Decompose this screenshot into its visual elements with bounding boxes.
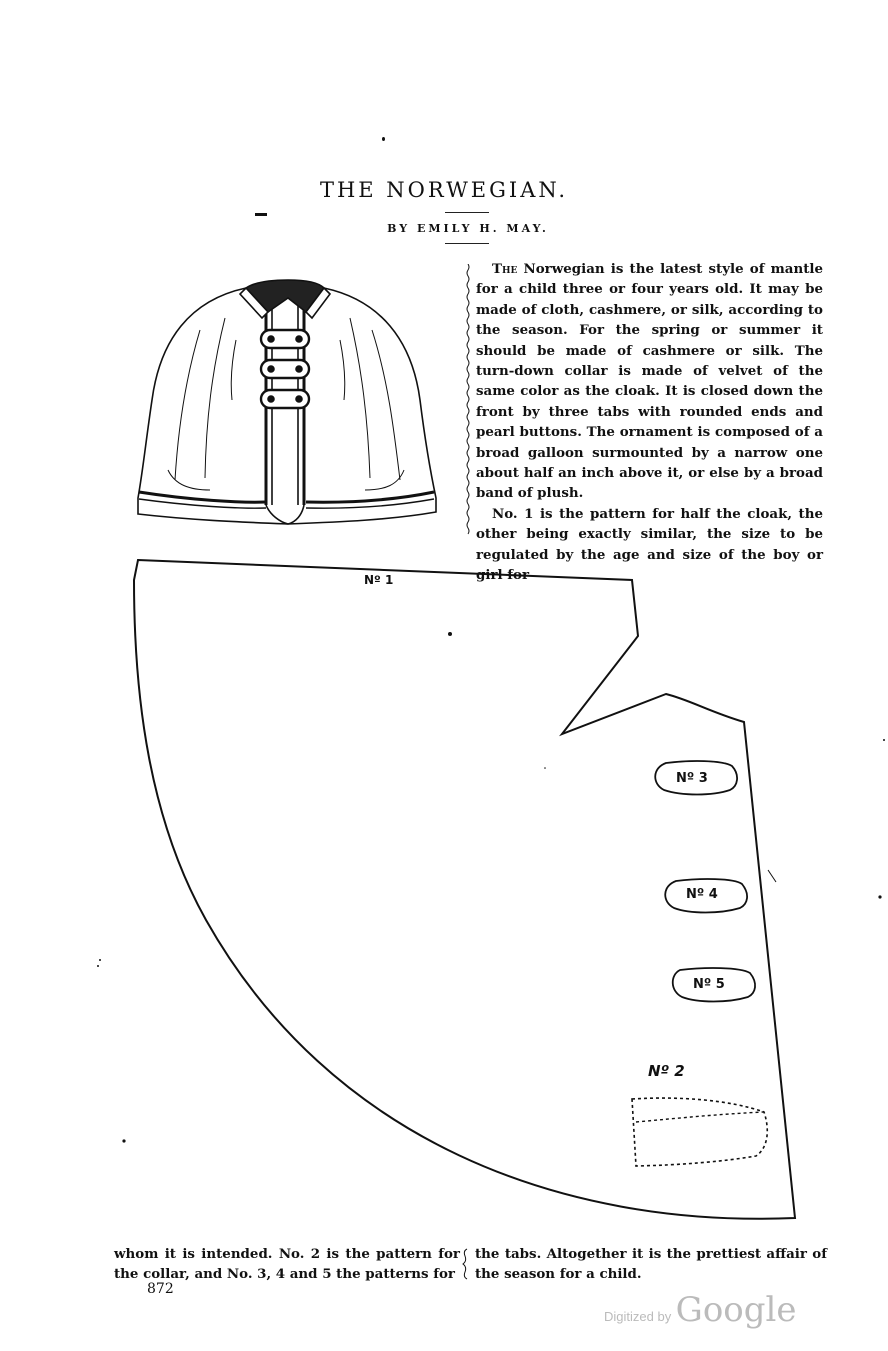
bottom-right-text <box>475 1244 827 1285</box>
label-no2: Nº 2 <box>648 1062 685 1080</box>
pattern-collar-no2 <box>632 1098 767 1166</box>
label-no1: Nº 1 <box>364 573 394 587</box>
bottom-left-paragraph: whom it is intended. No. 2 is the pattern for the collar, and No. 3, 4 and 5 the patterns for <box>114 1246 460 1283</box>
lead-word: The <box>492 261 518 277</box>
article-title: THE NORWEGIAN. <box>319 178 569 202</box>
label-no3: Nº 3 <box>676 771 708 786</box>
bottom-left-text <box>114 1244 460 1285</box>
label-no5: Nº 5 <box>693 977 725 992</box>
bottom-brace-icon <box>462 1248 468 1280</box>
paragraph-1-text: Norwegian is the latest style of mantle for a child three or four years old. It may be made of cloth, cashmere, or silk, according to the season. For the spring or summer it should be made of cashmere or silk. The turn-down collar is made of velvet of the same color as the cloak. It is closed down the front by three tabs with rounded ends and pearl buttons. The ornament is composed of a broad galloon surmounted by a narrow one about half an inch above it, or else by a broad band of plush. <box>476 261 823 502</box>
digitized-label: Digitized by <box>604 1309 672 1324</box>
paragraph-2: No. 1 is the pattern for half the cloak, the other being exactly similar, the size to be regulated by the age and size of the boy or girl for <box>476 505 823 584</box>
bottom-right-paragraph: the tabs. Altogether it is the prettiest affair of the season for a child. <box>475 1246 827 1283</box>
article-byline: BY EMILY H. MAY. <box>387 222 549 235</box>
label-no4: Nº 4 <box>686 887 718 902</box>
digitized-footer <box>604 1290 797 1330</box>
google-wordmark: Google <box>675 1290 797 1330</box>
page-number: 872 <box>147 1281 174 1297</box>
